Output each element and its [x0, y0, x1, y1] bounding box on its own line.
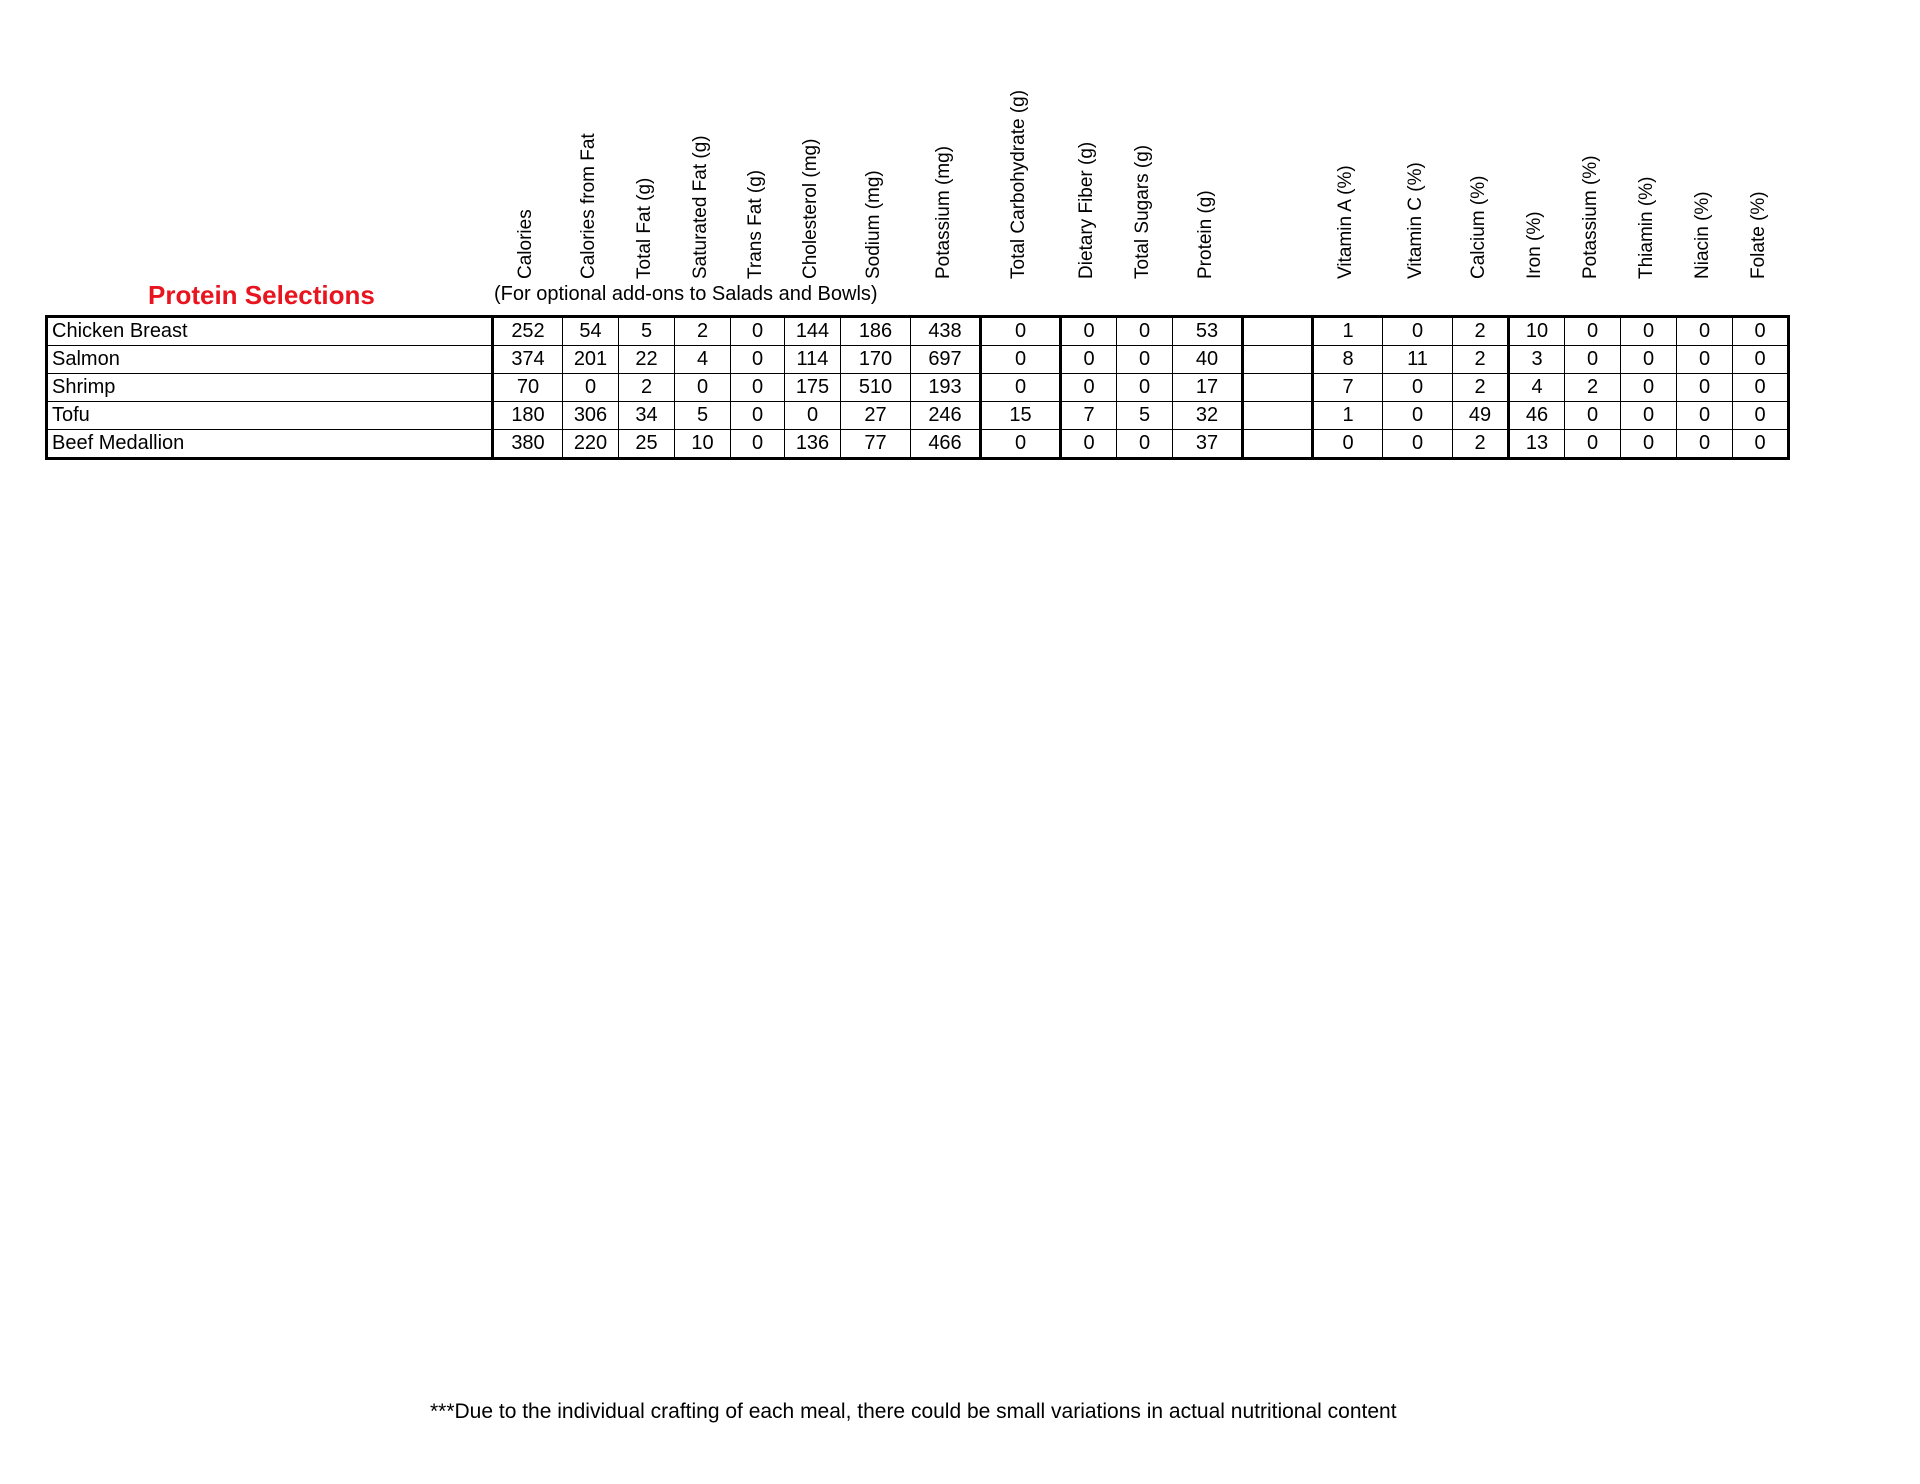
table-cell: 0 — [981, 317, 1061, 346]
table-cell: 0 — [1677, 317, 1733, 346]
table-row — [47, 317, 1789, 346]
column-header: Niacin (%) — [1692, 191, 1713, 279]
table-cell: 0 — [1383, 402, 1453, 430]
table-cell: 25 — [619, 430, 675, 459]
row-label: Shrimp — [47, 374, 493, 402]
table-cell: 374 — [493, 346, 563, 374]
column-header: Potassium (mg) — [933, 145, 954, 279]
table-cell: 220 — [563, 430, 619, 459]
table-cell — [1243, 317, 1313, 346]
table-cell: 0 — [1565, 402, 1621, 430]
table-cell: 0 — [1061, 374, 1117, 402]
column-header: Protein (g) — [1195, 190, 1216, 279]
table-cell: 54 — [563, 317, 619, 346]
table-cell: 0 — [731, 430, 785, 459]
table-cell: 0 — [785, 402, 841, 430]
table-cell: 1 — [1313, 402, 1383, 430]
row-label: Chicken Breast — [47, 317, 493, 346]
table-cell: 22 — [619, 346, 675, 374]
table-cell: 15 — [981, 402, 1061, 430]
table-cell: 17 — [1173, 374, 1243, 402]
table-cell — [1243, 374, 1313, 402]
table-cell: 77 — [841, 430, 911, 459]
nutrition-table — [45, 315, 1790, 460]
table-cell: 186 — [841, 317, 911, 346]
column-header: Thiamin (%) — [1636, 176, 1657, 279]
table-cell: 46 — [1509, 402, 1565, 430]
table-cell: 0 — [1677, 374, 1733, 402]
table-cell: 201 — [563, 346, 619, 374]
table-cell: 0 — [1621, 430, 1677, 459]
table-row — [47, 374, 1789, 402]
table-cell: 2 — [1453, 317, 1509, 346]
table-cell: 4 — [675, 346, 731, 374]
column-header: Calories from Fat — [578, 133, 599, 279]
column-header: Folate (%) — [1748, 191, 1769, 279]
table-cell: 170 — [841, 346, 911, 374]
table-cell: 438 — [911, 317, 981, 346]
table-cell: 2 — [1453, 430, 1509, 459]
table-cell: 8 — [1313, 346, 1383, 374]
table-cell: 466 — [911, 430, 981, 459]
table-cell: 34 — [619, 402, 675, 430]
table-cell: 32 — [1173, 402, 1243, 430]
table-cell: 3 — [1509, 346, 1565, 374]
table-cell: 5 — [675, 402, 731, 430]
table-cell: 0 — [1733, 374, 1789, 402]
table-cell: 0 — [981, 346, 1061, 374]
table-cell: 0 — [1677, 430, 1733, 459]
table-cell: 0 — [1621, 374, 1677, 402]
table-cell: 0 — [1733, 430, 1789, 459]
table-cell: 40 — [1173, 346, 1243, 374]
column-header: Total Sugars (g) — [1132, 144, 1153, 279]
table-cell: 144 — [785, 317, 841, 346]
table-cell: 70 — [493, 374, 563, 402]
table-cell: 7 — [1313, 374, 1383, 402]
column-header: Total Fat (g) — [634, 177, 655, 279]
column-header: Potassium (%) — [1580, 155, 1601, 279]
table-cell: 175 — [785, 374, 841, 402]
row-label: Beef Medallion — [47, 430, 493, 459]
table-cell: 252 — [493, 317, 563, 346]
table-cell: 0 — [1621, 402, 1677, 430]
table-cell: 10 — [1509, 317, 1565, 346]
table-cell: 0 — [1117, 374, 1173, 402]
table-cell: 0 — [1117, 346, 1173, 374]
column-header: Saturated Fat (g) — [690, 135, 711, 279]
table-cell: 0 — [1565, 346, 1621, 374]
table-cell — [1243, 346, 1313, 374]
row-label: Tofu — [47, 402, 493, 430]
column-header: Cholesterol (mg) — [800, 138, 821, 279]
table-cell: 0 — [981, 430, 1061, 459]
table-cell: 5 — [619, 317, 675, 346]
table-cell: 0 — [1117, 430, 1173, 459]
column-header: Total Carbohydrate (g) — [1008, 89, 1029, 279]
table-cell: 0 — [1061, 317, 1117, 346]
table-cell: 0 — [1383, 430, 1453, 459]
column-header: Sodium (mg) — [863, 170, 884, 279]
table-cell: 2 — [675, 317, 731, 346]
table-cell: 5 — [1117, 402, 1173, 430]
table-cell: 306 — [563, 402, 619, 430]
table-cell: 0 — [1313, 430, 1383, 459]
table-cell: 27 — [841, 402, 911, 430]
table-cell: 0 — [1677, 402, 1733, 430]
table-cell — [1243, 402, 1313, 430]
table-cell: 0 — [1117, 317, 1173, 346]
table-cell: 2 — [1565, 374, 1621, 402]
table-cell: 193 — [911, 374, 981, 402]
table-cell: 180 — [493, 402, 563, 430]
table-cell: 136 — [785, 430, 841, 459]
table-cell: 0 — [731, 402, 785, 430]
table-cell: 2 — [1453, 374, 1509, 402]
column-header: Vitamin C (%) — [1405, 162, 1426, 279]
column-header: Calcium (%) — [1468, 175, 1489, 279]
column-header: Trans Fat (g) — [745, 169, 766, 279]
table-cell: 114 — [785, 346, 841, 374]
table-cell: 0 — [981, 374, 1061, 402]
table-cell: 0 — [1621, 346, 1677, 374]
table-cell: 0 — [1677, 346, 1733, 374]
table-cell: 380 — [493, 430, 563, 459]
table-cell: 10 — [675, 430, 731, 459]
table-cell: 0 — [1383, 317, 1453, 346]
table-cell: 0 — [1733, 346, 1789, 374]
column-header: Iron (%) — [1524, 211, 1545, 279]
table-cell: 0 — [1565, 430, 1621, 459]
footnote: ***Due to the individual crafting of each meal, there could be small variations in actual nutritional content — [430, 1400, 1397, 1423]
table-cell — [1243, 430, 1313, 459]
table-cell: 246 — [911, 402, 981, 430]
table-cell: 37 — [1173, 430, 1243, 459]
table-cell: 0 — [563, 374, 619, 402]
table-cell: 49 — [1453, 402, 1509, 430]
table-cell: 53 — [1173, 317, 1243, 346]
table-row — [47, 346, 1789, 374]
table-cell: 0 — [731, 317, 785, 346]
table-row — [47, 430, 1789, 459]
table-cell: 510 — [841, 374, 911, 402]
table-cell: 2 — [619, 374, 675, 402]
table-cell: 0 — [1621, 317, 1677, 346]
table-cell: 0 — [1565, 317, 1621, 346]
page-title: Protein Selections — [148, 280, 375, 310]
row-label: Salmon — [47, 346, 493, 374]
table-cell: 0 — [1061, 346, 1117, 374]
column-header: Vitamin A (%) — [1335, 165, 1356, 279]
table-cell: 697 — [911, 346, 981, 374]
table-cell: 2 — [1453, 346, 1509, 374]
table-cell: 0 — [1061, 430, 1117, 459]
table-cell: 0 — [1733, 317, 1789, 346]
table-cell: 4 — [1509, 374, 1565, 402]
column-header: Dietary Fiber (g) — [1076, 141, 1097, 279]
table-cell: 0 — [1383, 374, 1453, 402]
page-subtitle: (For optional add-ons to Salads and Bowls) — [494, 283, 878, 305]
table-cell: 0 — [1733, 402, 1789, 430]
table-cell: 13 — [1509, 430, 1565, 459]
table-row — [47, 402, 1789, 430]
column-header: Calories — [515, 209, 536, 279]
table-cell: 11 — [1383, 346, 1453, 374]
table-cell: 1 — [1313, 317, 1383, 346]
table-cell: 7 — [1061, 402, 1117, 430]
table-cell: 0 — [731, 374, 785, 402]
table-cell: 0 — [675, 374, 731, 402]
table-cell: 0 — [731, 346, 785, 374]
